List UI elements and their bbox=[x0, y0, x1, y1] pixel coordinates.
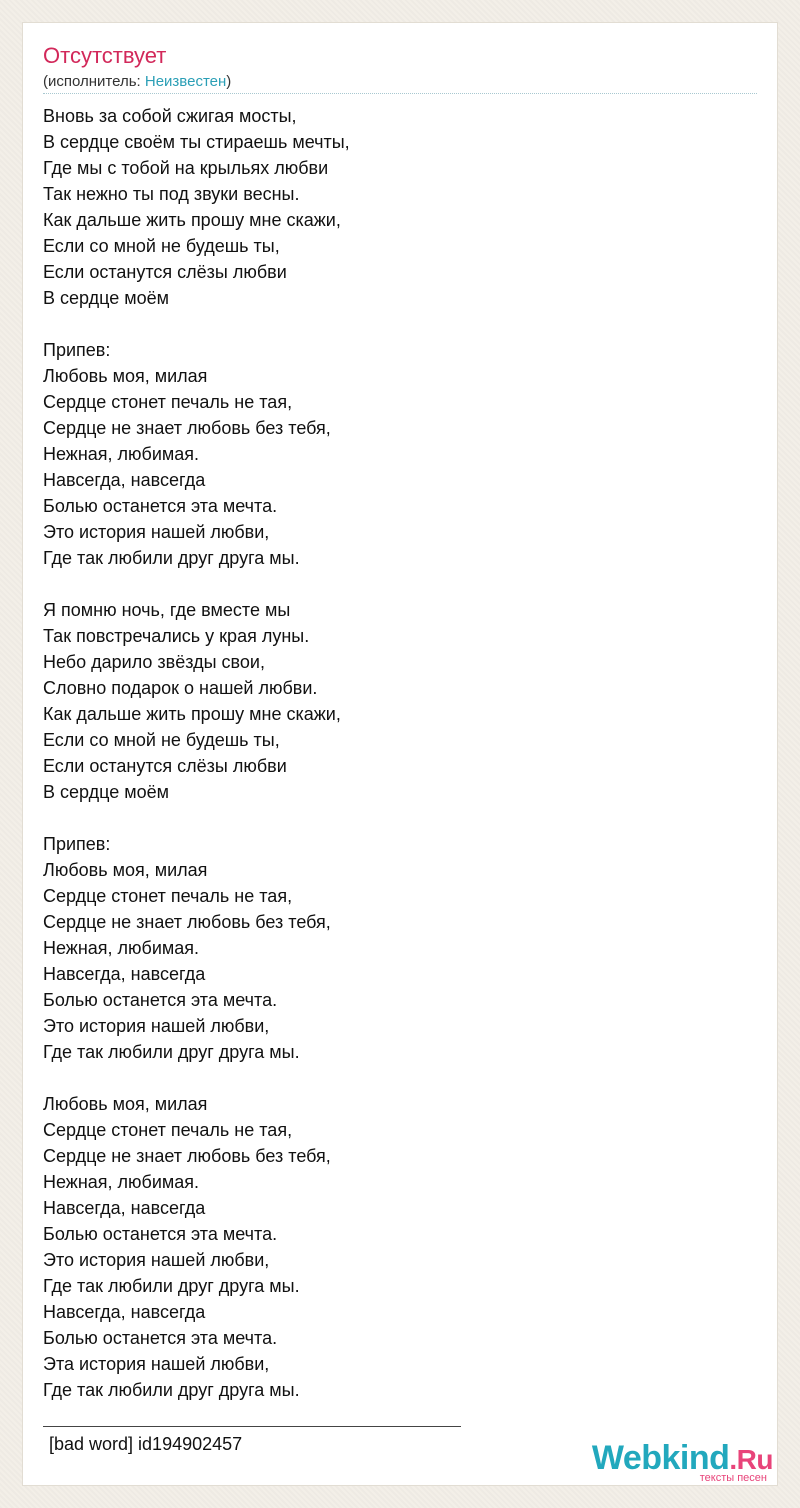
lyrics-text bbox=[43, 103, 743, 1403]
lyric-line: Сердце не знает любовь без тебя, bbox=[43, 1146, 331, 1166]
lyric-line: Сердце стонет печаль не тая, bbox=[43, 392, 293, 412]
lyric-line: Сердце не знает любовь без тебя, bbox=[43, 418, 331, 438]
lyric-line: Как дальше жить прошу мне скажи, bbox=[43, 704, 341, 724]
lyric-line: Сердце стонет печаль не тая, bbox=[43, 886, 293, 906]
song-title: Отсутствует bbox=[43, 43, 167, 68]
logo-main-text: Webkind bbox=[591, 1439, 730, 1477]
lyric-line: Навсегда, навсегда bbox=[43, 1302, 206, 1322]
lyric-line: Навсегда, навсегда bbox=[43, 470, 206, 490]
lyric-line: Где так любили друг друга мы. bbox=[43, 1276, 300, 1296]
lyric-line: Это история нашей любви, bbox=[43, 1250, 270, 1270]
site-logo[interactable] bbox=[583, 1439, 773, 1483]
lyric-line: Где мы с тобой на крыльях любви bbox=[43, 158, 329, 178]
lyric-line: Навсегда, навсегда bbox=[43, 964, 206, 984]
lyric-line: Нежная, любимая. bbox=[43, 444, 200, 464]
lyric-blank-line bbox=[43, 805, 743, 831]
lyric-line: Небо дарило звёзды свои, bbox=[43, 652, 265, 672]
lyric-blank-line bbox=[43, 311, 743, 337]
lyrics-card bbox=[22, 22, 778, 1486]
lyric-line: Припев: bbox=[43, 834, 111, 854]
lyric-line: Это история нашей любви, bbox=[43, 522, 270, 542]
lyric-line: Если останутся слёзы любви bbox=[43, 262, 287, 282]
lyric-line: Так повстречались у края луны. bbox=[43, 626, 310, 646]
lyric-line: Если останутся слёзы любви bbox=[43, 756, 287, 776]
lyric-line: Это история нашей любви, bbox=[43, 1016, 270, 1036]
lyric-line: Как дальше жить прошу мне скажи, bbox=[43, 210, 341, 230]
lyric-line: В сердце своём ты стираешь мечты, bbox=[43, 132, 350, 152]
lyric-line: Нежная, любимая. bbox=[43, 1172, 200, 1192]
lyric-line: Болью останется эта мечта. bbox=[43, 1224, 278, 1244]
artist-line bbox=[43, 73, 231, 90]
lyric-line: Где так любили друг друга мы. bbox=[43, 548, 300, 568]
lyric-line: Сердце не знает любовь без тебя, bbox=[43, 912, 331, 932]
logo-tagline: тексты песен bbox=[699, 1472, 767, 1484]
lyric-line: Припев: bbox=[43, 340, 111, 360]
logo-tld: .Ru bbox=[729, 1444, 773, 1475]
lyric-line: Болью останется эта мечта. bbox=[43, 1328, 278, 1348]
lyric-line: Где так любили друг друга мы. bbox=[43, 1042, 300, 1062]
lyric-line: Любовь моя, милая bbox=[43, 860, 208, 880]
lyric-line: Эта история нашей любви, bbox=[43, 1354, 270, 1374]
footer-divider bbox=[43, 1426, 461, 1427]
lyric-line: Я помню ночь, где вместе мы bbox=[43, 600, 291, 620]
lyric-line: Если со мной не будешь ты, bbox=[43, 730, 280, 750]
lyric-line: Так нежно ты под звуки весны. bbox=[43, 184, 300, 204]
lyric-blank-line bbox=[43, 571, 743, 597]
lyric-line: В сердце моём bbox=[43, 782, 170, 802]
lyric-line: Болью останется эта мечта. bbox=[43, 496, 278, 516]
lyric-line: Словно подарок о нашей любви. bbox=[43, 678, 318, 698]
lyric-line: Болью останется эта мечта. bbox=[43, 990, 278, 1010]
lyric-line: Если со мной не будешь ты, bbox=[43, 236, 280, 256]
lyric-blank-line bbox=[43, 1065, 743, 1091]
lyric-line: Любовь моя, милая bbox=[43, 366, 208, 386]
lyric-line: Нежная, любимая. bbox=[43, 938, 200, 958]
lyric-line: Любовь моя, милая bbox=[43, 1094, 208, 1114]
header-divider bbox=[43, 93, 757, 94]
artist-suffix: ) bbox=[226, 73, 232, 90]
lyric-line: В сердце моём bbox=[43, 288, 170, 308]
lyric-line: Вновь за собой сжигая мосты, bbox=[43, 106, 297, 126]
song-id: [bad word] id194902457 bbox=[49, 1434, 243, 1454]
lyric-line: Сердце стонет печаль не тая, bbox=[43, 1120, 293, 1140]
lyric-line: Где так любили друг друга мы. bbox=[43, 1380, 300, 1400]
lyric-line: Навсегда, навсегда bbox=[43, 1198, 206, 1218]
artist-link[interactable]: Неизвестен bbox=[144, 73, 227, 90]
artist-prefix: (исполнитель: bbox=[43, 73, 145, 90]
